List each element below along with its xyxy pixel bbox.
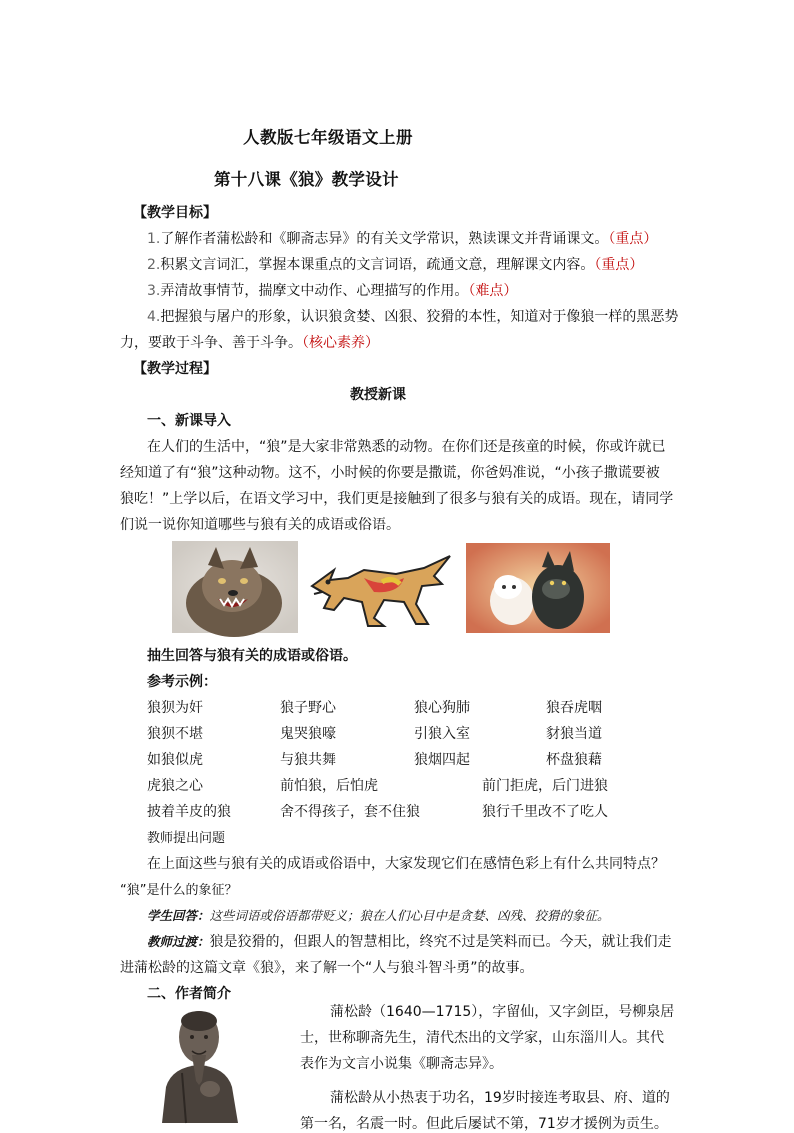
idiom-cell: 狼烟四起	[414, 752, 470, 768]
author-line-3: 表作为文言小说集《聊斋志异》。	[300, 1056, 503, 1072]
objective-tag: （重点）	[594, 257, 644, 273]
intro-line-4: 们说一说你知道哪些与狼有关的成语或俗语。	[120, 517, 400, 533]
teacher-question-label: 教师提出问题	[147, 831, 226, 846]
example-heading: 参考示例：	[147, 674, 217, 690]
idiom-cell: 鬼哭狼嚎	[280, 726, 336, 742]
objective-num: 3.	[147, 283, 161, 299]
wolf-goat-cartoon-icon	[466, 543, 610, 633]
author-statue-icon	[152, 1003, 246, 1123]
idiom-cell: 杯盘狼藉	[546, 752, 602, 768]
idiom-cell: 虎狼之心	[147, 778, 203, 794]
intro-line-1: 在人们的生活中，“狼”是大家非常熟悉的动物。在你们还是孩童的时候，你或许就已	[147, 439, 666, 455]
wolf-cartoon-icon	[304, 548, 454, 630]
idiom-cell: 前门拒虎，后门进狼	[482, 778, 608, 794]
idiom-cell: 狼狈为奸	[147, 700, 203, 716]
objective-num: 4.	[147, 309, 161, 325]
wolf-cartoon-image	[304, 548, 454, 630]
intro-line-2: 经知道了有“狼”这种动物。这不，小时候的你要是撒谎，你爸妈准说，“小孩子撒谎要被	[120, 465, 660, 481]
student-label: 学生回答：	[147, 908, 210, 923]
author-line-2: 士，世称聊斋先生，清代杰出的文学家，山东淄川人。其代	[300, 1030, 664, 1046]
author-line-1: 蒲松龄（1640—1715），字留仙，又字剑臣，号柳泉居	[330, 1004, 675, 1020]
objective-item-3	[147, 280, 517, 300]
author-portrait-image	[152, 1003, 246, 1123]
objective-text: 力，要敢于斗争、善于斗争。	[120, 335, 302, 351]
process-heading: 【教学过程】	[133, 361, 217, 377]
objective-text: 把握狼与屠户的形象，认识狼贪婪、凶狠、狡猾的本性，知道对于像狼一样的黑恶势	[160, 309, 679, 325]
objectives-heading: 【教学目标】	[133, 205, 217, 221]
objective-num: 1.	[147, 231, 161, 247]
idiom-cell: 狼行千里改不了吃人	[482, 804, 608, 820]
student-text: 这些词语或俗语都带贬义；狼在人们心目中是贪婪、凶残、狡猾的象征。	[209, 908, 610, 923]
part1-heading: 一、新课导入	[147, 413, 231, 429]
objective-item-4-line2	[120, 332, 379, 352]
question-line-2: “狼”是什么的象征？	[120, 883, 238, 898]
idiom-cell: 狼子野心	[280, 700, 336, 716]
objective-text: 弄清故事情节，揣摩文中动作、心理描写的作用。	[160, 283, 469, 299]
transition-label: 教师过渡：	[147, 934, 210, 949]
intro-line-3: 狼吃！”上学以后，在语文学习中，我们更是接触到了很多与狼有关的成语。现在，请同学	[120, 491, 674, 507]
objective-item-4-line1	[147, 306, 678, 326]
objective-text: 了解作者蒲松龄和《聊斋志异》的有关文学常识，熟读课文并背诵课文。	[160, 231, 609, 247]
transition-text: 狼是狡猾的，但跟人的智慧相比，终究不过是笑料而已。今天，就让我们走	[209, 934, 672, 950]
section-center-title: 教授新课	[350, 387, 406, 403]
objective-num: 2.	[147, 257, 161, 273]
transition-line-2: 进蒲松龄的这篇文章《狼》，来了解一个“人与狼斗智斗勇”的故事。	[120, 960, 534, 976]
objective-tag: （难点）	[468, 283, 518, 299]
wolf-photo-icon	[172, 541, 298, 633]
answer-heading: 抽生回答与狼有关的成语或俗语。	[147, 648, 357, 664]
idiom-cell: 狼吞虎咽	[546, 700, 602, 716]
wolf-goat-cartoon-image	[466, 543, 610, 633]
idiom-cell: 舍不得孩子，套不住狼	[280, 804, 420, 820]
author-line-4: 蒲松龄从小热衷于功名，19岁时接连考取县、府、道的	[330, 1090, 670, 1106]
part2-heading: 二、作者简介	[147, 986, 231, 1002]
idiom-cell: 前怕狼，后怕虎	[280, 778, 378, 794]
objective-tag: （重点）	[608, 231, 658, 247]
doc-subtitle: 第十八课《狼》教学设计	[214, 170, 399, 189]
idiom-cell: 引狼入室	[414, 726, 470, 742]
objective-item-2	[147, 254, 643, 274]
idiom-cell: 披着羊皮的狼	[147, 804, 231, 820]
idiom-cell: 豺狼当道	[546, 726, 602, 742]
question-line-1: 在上面这些与狼有关的成语或俗语中，大家发现它们在感情色彩上有什么共同特点？	[147, 856, 665, 872]
wolf-photo-image	[172, 541, 298, 633]
doc-title: 人教版七年级语文上册	[243, 128, 413, 147]
author-line-5: 第一名，名震一时。但此后屡试不第，71岁才援例为贡生。	[300, 1116, 668, 1132]
idiom-cell: 狼狈不堪	[147, 726, 203, 742]
objective-item-1	[147, 228, 657, 248]
transition-line-1	[147, 931, 672, 951]
student-answer	[147, 905, 610, 924]
idiom-cell: 与狼共舞	[280, 752, 336, 768]
objective-text: 积累文言词汇，掌握本课重点的文言词语，疏通文意，理解课文内容。	[160, 257, 595, 273]
idiom-cell: 狼心狗肺	[414, 700, 470, 716]
idiom-cell: 如狼似虎	[147, 752, 203, 768]
objective-tag: （核心素养）	[302, 335, 379, 351]
